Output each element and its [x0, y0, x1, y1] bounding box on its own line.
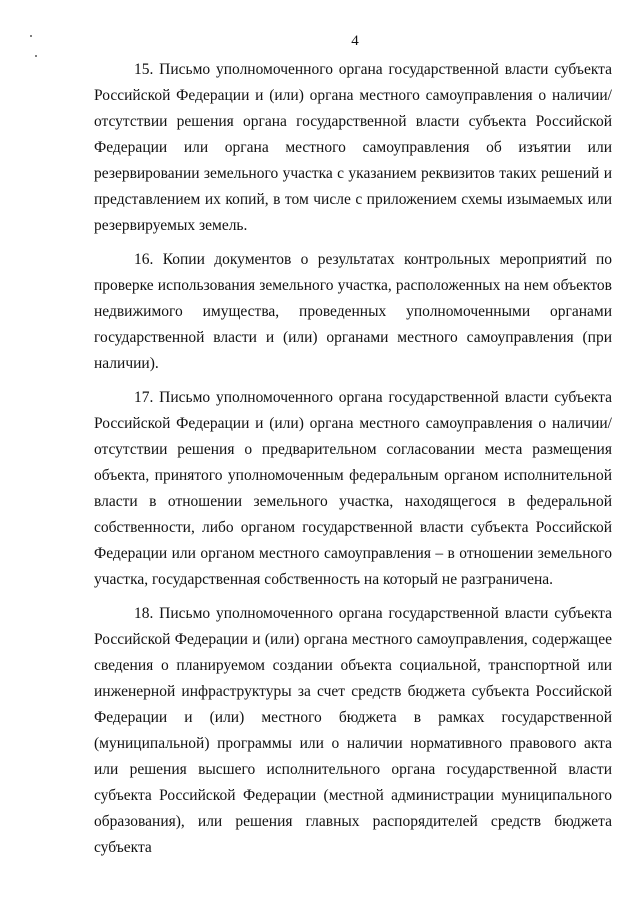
page-number: 4 [351, 33, 359, 49]
paragraph-16: 16. Копии документов о результатах контрольных мероприятий по проверке использования земельного участка, расположенных на нем объектов недвижимого имущества, проведенных уполномоченными органами государственной власти и (или) органами местного самоуправления (при наличии). [94, 251, 612, 372]
paragraph-15: 15. Письмо уполномоченного органа государственной власти субъекта Российской Федерации и (или) органа местного самоуправления о наличии/отсутствии решения органа государственной власти субъекта Российской Федерации или органа местного самоуправления об изъятии или резервировании земельного участка с указанием реквизитов таких решений и представлением их копий, в том числе с приложением схемы изымаемых или резервируемых земель. [94, 61, 612, 234]
paragraph-18: 18. Письмо уполномоченного органа государственной власти субъекта Российской Федерации и (или) органа местного самоуправления, содержащее сведения о планируемом создании объекта социальной, транспортной или инженерной инфраструктуры за счет средств бюджета субъекта Российской Федерации и (или) местного бюджета в рамках государственной (муниципальной) программы или о наличии нормативного правового акта или решения высшего исполнительного органа государственной власти субъекта Российской Федерации (местной администрации муниципального образования), или решения главных распорядителей средств бюджета субъекта [94, 605, 612, 856]
scan-speck [35, 55, 37, 57]
document-body [94, 57, 612, 861]
paragraph-17: 17. Письмо уполномоченного органа государственной власти субъекта Российской Федерации и (или) органа местного самоуправления о наличии/отсутствии решения о предварительном согласовании места размещения объекта, принятого уполномоченным федеральным органом исполнительной власти в отношении земельного участка, находящегося в федеральной собственности, либо органом государственной власти субъекта Российской Федерации или органом местного самоуправления – в отношении земельного участка, государственная собственность на который не разграничена. [94, 389, 612, 588]
